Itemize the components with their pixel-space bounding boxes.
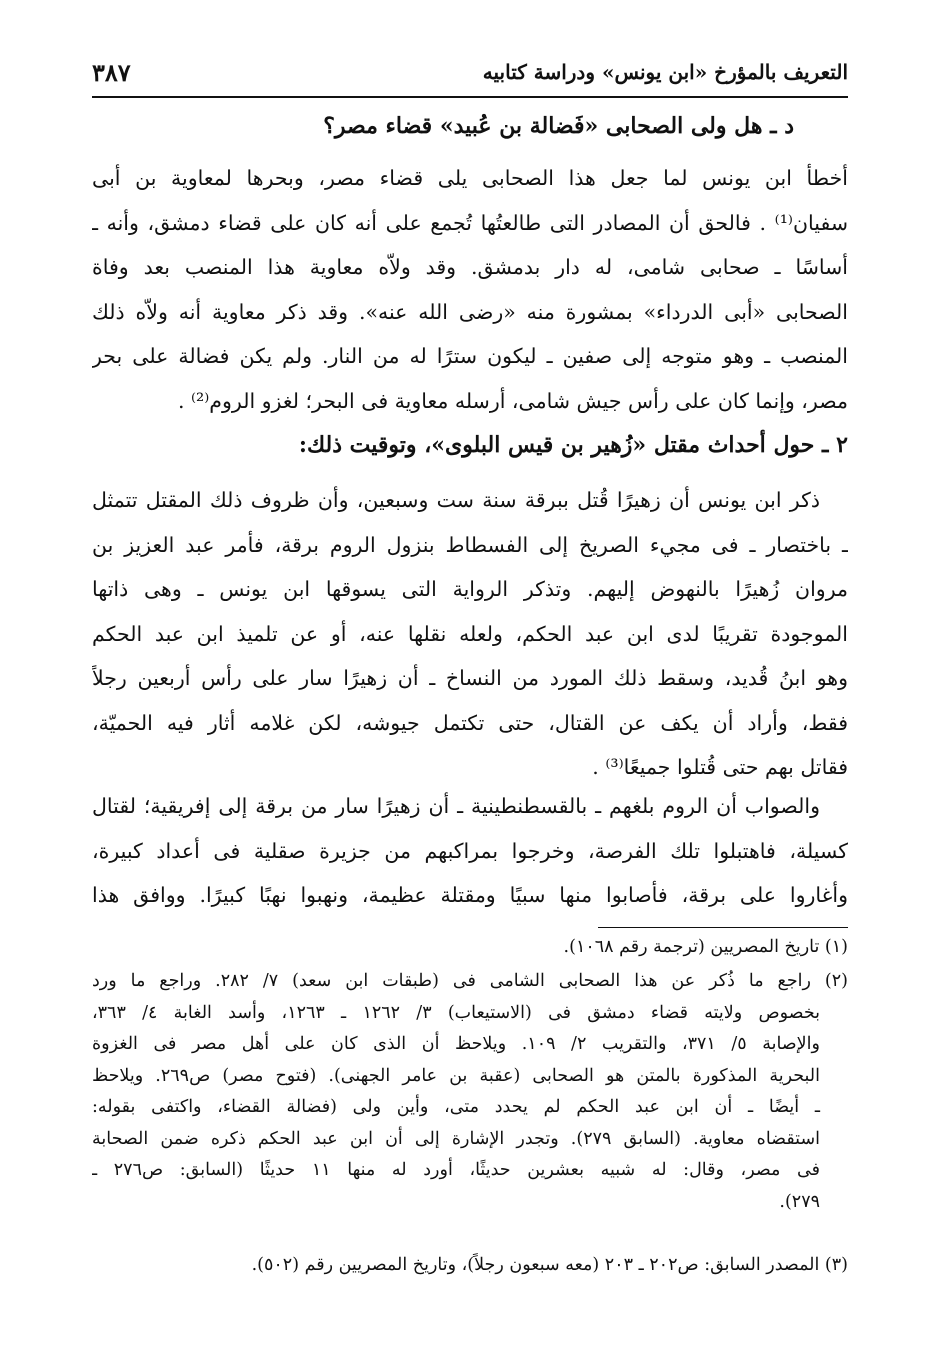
running-title: التعريف بالمؤرخ «ابن يونس» ودراسة كتابيه bbox=[482, 60, 848, 84]
footnote-line: بخصوص ولايته قضاء دمشق فى (الاستيعاب) ٣/ ١٢٦٢ ـ ١٢٦٣، وأسد الغابة ٤/ ٣٦٣، bbox=[92, 1002, 820, 1023]
text-line: الصحابى «أبى الدرداء» بمشورة منه «رضى الله عنه». وقد ذكر معاوية أنه ولاّه ذلك bbox=[92, 299, 848, 324]
footnote-3 bbox=[92, 1250, 848, 1282]
text-line: فقط، وأراد أن يكف عن القتال، حتى تكتمل جيوشه، لكن غلامه أثار فيه الحميّة، bbox=[92, 710, 848, 735]
text-line: كسيلة، فاهتبلوا تلك الفرصة، وخرجوا بمراكبهم من جزيرة صقلية فى أعداد كبيرة، bbox=[92, 838, 848, 863]
text-line: المنصب ـ وهو متوجه إلى صفين ـ ليكون سترًا له من النار. ولم يكن فضالة على بحر bbox=[92, 344, 848, 368]
text-line: مصر، وإنما كان على رأس جيش شامى، أرسله معاوية فى البحر؛ لغزو الروم⁽²⁾ . bbox=[177, 388, 848, 413]
footnote-divider bbox=[598, 927, 848, 928]
section-d-paragraph bbox=[92, 156, 848, 423]
text-line: فقاتل بهم حتى قُتلوا جميعًا⁽³⁾ . bbox=[592, 755, 848, 779]
footnote-line: (٢) راجع ما ذُكر عن هذا الصحابى الشامى فى (طبقات ابن سعد) ٧/ ٢٨٢. وراجع ما ورد bbox=[92, 971, 848, 991]
section-2-heading: ٢ ـ حول أحداث مقتل «زُهير بن قيس البلوى»، وتوقيت ذلك: bbox=[298, 432, 848, 458]
text-line: وهو ابنُ قُديد، وسقط ذلك المورد من النساخ ـ أن زهيرًا سار على رأس أربعين رجلاً bbox=[92, 666, 848, 690]
footnote-1 bbox=[92, 932, 848, 964]
text-line: مروان زُهيرًا بالنهوض إليهم. وتذكر الرواية التى يسوقها ابن يونس ـ وهى ذاتها bbox=[92, 577, 848, 601]
page-header bbox=[92, 56, 848, 98]
footnote-line: ـ أيضًا ـ أن ابن عبد الحكم لم يحدد متى، وأين ولى (فضالة القضاء، واكتفى بقوله: bbox=[92, 1097, 820, 1117]
footnote-line: البحرية المذكورة بالمتن هو الصحابى (عقبة بن عامر الجهنى). (فتوح مصر) ص٢٦٩. ويلاحظ bbox=[92, 1065, 820, 1086]
footnote-line: استقضاه معاوية. (السابق ٢٧٩). وتجدر الإشارة إلى أن ابن عبد الحكم ذكره ضمن الصحابة bbox=[92, 1128, 820, 1149]
section-d-heading: د ـ هل ولى الصحابى «فَضالة بن عُبيد» قضاء مصر؟ bbox=[323, 113, 794, 139]
footnote-line: فى مصر، وقال: له شبيه بعشرين حديثًا، أورد له منها ١١ حديثًا (السابق: ص٢٧٦ ـ bbox=[92, 1160, 820, 1180]
text-line: أساسًا ـ صحابى شامى، له دار بدمشق. وقد ولاّه معاوية هذا المنصب بعد وفاة bbox=[92, 255, 848, 279]
section-2-paragraph-1 bbox=[92, 478, 848, 790]
footnote-line: (١) تاريخ المصريين (ترجمة رقم ١٠٦٨). bbox=[563, 937, 848, 957]
footnote-2 bbox=[92, 966, 848, 1218]
section-2-paragraph-2 bbox=[92, 784, 848, 918]
text-line: الموجودة تقريبًا لدى ابن عبد الحكم، ولعله نقلها عنه، أو عن تلميذ ابن عبد الحكم bbox=[92, 621, 848, 646]
footnote-line: ٢٧٩). bbox=[779, 1191, 820, 1212]
text-line: أخطأ ابن يونس لما جعل هذا الصحابى يلى قضاء مصر، وبحرها لمعاوية بن أبى bbox=[92, 166, 848, 190]
text-line: سفيان⁽¹⁾ . فالحق أن المصادر التى طالعتُها تُجمع على أنه كان على قضاء دمشق، وأنه ـ bbox=[92, 210, 848, 235]
text-line: ذكر ابن يونس أن زهيرًا قُتل ببرقة سنة ست وسبعين، وأن ظروف ذلك المقتل تتمثل bbox=[92, 488, 820, 512]
footnote-line: (٣) المصدر السابق: ص٢٠٢ ـ ٢٠٣ (معه سبعون رجلاً)، وتاريخ المصريين رقم (٥٠٢). bbox=[251, 1255, 848, 1275]
page-number: ٣٨٧ bbox=[92, 58, 131, 87]
text-line: ـ باختصار ـ فى مجيء الصريخ إلى الفسطاط بنزول الروم برقة، فأمر عبد العزيز بن bbox=[92, 532, 848, 557]
text-line: وأغاروا على برقة، فأصابوا منها سبيًا ومقتلة عظيمة، ونهبوا نهبًا كبيرًا. ووافق هذا bbox=[92, 883, 848, 907]
text-line: والصواب أن الروم بلغهم ـ بالقسطنطينية ـ أن زهيرًا سار من برقة إلى إفريقية؛ لقتال bbox=[92, 794, 820, 818]
footnote-line: والإصابة ٥/ ٣٧١، والتقريب ٢/ ١٠٩. ويلاحظ أن الذى كان على أهل مصر فى الغزوة bbox=[92, 1034, 820, 1054]
